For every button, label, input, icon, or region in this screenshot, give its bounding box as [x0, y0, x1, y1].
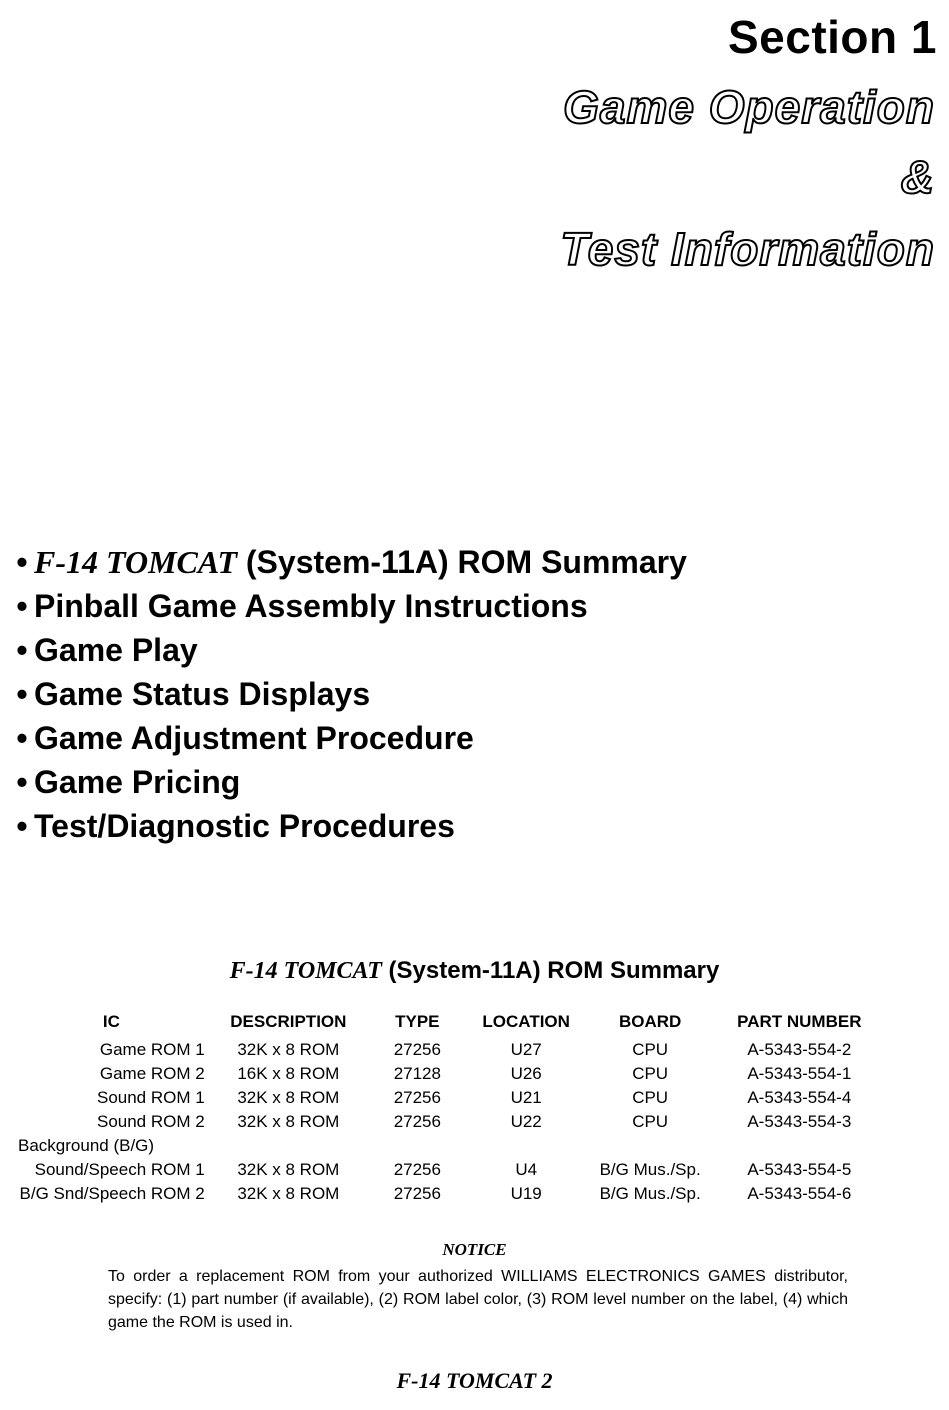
contents-item-adjustment [10, 716, 687, 760]
cell-group-label: Background (B/G) [18, 1136, 155, 1155]
section-heading: Section 1 [727, 11, 937, 63]
column-header-part-number: PART NUMBER [737, 1012, 862, 1031]
cell-board: CPU [632, 1088, 669, 1107]
rom-summary-title-italic: F-14 TOMCAT [229, 958, 382, 984]
cell-type: 27256 [393, 1040, 441, 1059]
title-game-operation: Game Operation [563, 81, 935, 133]
cell-board: B/G Mus./Sp. [599, 1184, 701, 1203]
cell-part-number: A-5343-554-6 [747, 1184, 852, 1203]
cell-part-number: A-5343-554-1 [747, 1064, 852, 1083]
column-header-location: LOCATION [482, 1012, 570, 1031]
cell-description: 32K x 8 ROM [237, 1040, 340, 1059]
table-row [14, 1184, 884, 1208]
contents-item-status-displays [10, 672, 687, 716]
column-header-board: BOARD [618, 1012, 682, 1031]
contents-item-label: Game Status Displays [34, 676, 371, 712]
table-group-row [14, 1136, 884, 1160]
contents-item-pricing [10, 760, 687, 804]
cell-description: 16K x 8 ROM [237, 1064, 340, 1083]
contents-item-label: Pinball Game Assembly Instructions [34, 588, 588, 624]
cell-board: CPU [632, 1112, 669, 1131]
contents-item-rom-summary [10, 540, 687, 584]
title-test-information: Test Information [560, 223, 935, 275]
bullet-icon: • [16, 720, 28, 756]
rom-summary-title [0, 957, 949, 985]
contents-item-assembly [10, 584, 687, 628]
table-row [14, 1112, 884, 1136]
title-ampersand: & [900, 151, 935, 203]
cell-location: U27 [510, 1040, 542, 1059]
cell-type: 27256 [393, 1112, 441, 1131]
bullet-icon: • [16, 588, 28, 624]
bullet-icon: • [16, 632, 28, 668]
cell-part-number: A-5343-554-4 [747, 1088, 852, 1107]
table-row [14, 1088, 884, 1112]
contents-item-diagnostics [10, 804, 687, 848]
cell-board: B/G Mus./Sp. [599, 1160, 701, 1179]
cell-description: 32K x 8 ROM [237, 1184, 340, 1203]
page-footer: F-14 TOMCAT 2 [396, 1368, 553, 1393]
cell-description: 32K x 8 ROM [237, 1112, 340, 1131]
contents-item-label: Game Pricing [34, 764, 241, 800]
cell-location: U22 [510, 1112, 542, 1131]
cell-location: U21 [510, 1088, 542, 1107]
cell-board: CPU [632, 1064, 669, 1083]
cell-ic: Sound ROM 1 [96, 1088, 205, 1107]
table-header-row [14, 1010, 884, 1040]
cell-type: 27128 [393, 1064, 441, 1083]
rom-summary-table [14, 1010, 884, 1208]
contents-item-label: Game Adjustment Procedure [34, 720, 474, 756]
cell-part-number: A-5343-554-3 [747, 1112, 852, 1131]
cell-part-number: A-5343-554-2 [747, 1040, 852, 1059]
contents-item-italic: F-14 TOMCAT [34, 544, 237, 580]
cell-location: U19 [510, 1184, 542, 1203]
column-header-ic: IC [102, 1012, 120, 1031]
cell-ic: Sound ROM 2 [96, 1112, 205, 1131]
column-header-type: TYPE [395, 1012, 440, 1031]
bullet-icon: • [16, 676, 28, 712]
cell-ic: Game ROM 2 [99, 1064, 205, 1083]
cell-location: U26 [510, 1064, 542, 1083]
rom-summary-title-rest: (System-11A) ROM Summary [381, 957, 720, 984]
notice-body: To order a replacement ROM from your authorized WILLIAMS ELECTRONICS GAMES distributor, specify: (1) part number (if available), (2) ROM label color, (3) ROM level number on the label, (4) which game the ROM is used in. [108, 1268, 848, 1331]
table-row [14, 1160, 884, 1184]
table-row [14, 1040, 884, 1064]
cell-part-number: A-5343-554-5 [747, 1160, 852, 1179]
cell-description: 32K x 8 ROM [237, 1160, 340, 1179]
contents-item-game-play [10, 628, 687, 672]
table-row [14, 1064, 884, 1088]
bullet-icon: • [16, 544, 28, 580]
notice-heading: NOTICE [442, 1240, 507, 1259]
cell-type: 27256 [393, 1184, 441, 1203]
contents-item-label: Test/Diagnostic Procedures [34, 808, 455, 844]
cell-board: CPU [632, 1040, 669, 1059]
contents-item-label: Game Play [34, 632, 198, 668]
cell-description: 32K x 8 ROM [237, 1088, 340, 1107]
cell-location: U4 [515, 1160, 538, 1179]
contents-item-label: (System-11A) ROM Summary [237, 544, 687, 580]
cell-type: 27256 [393, 1160, 441, 1179]
column-header-description: DESCRIPTION [230, 1012, 347, 1031]
cell-ic: B/G Snd/Speech ROM 2 [19, 1184, 205, 1203]
bullet-icon: • [16, 764, 28, 800]
bullet-icon: • [16, 808, 28, 844]
cell-ic: Game ROM 1 [99, 1040, 205, 1059]
cell-ic: Sound/Speech ROM 1 [34, 1160, 205, 1179]
cell-type: 27256 [393, 1088, 441, 1107]
contents-list [10, 540, 687, 848]
